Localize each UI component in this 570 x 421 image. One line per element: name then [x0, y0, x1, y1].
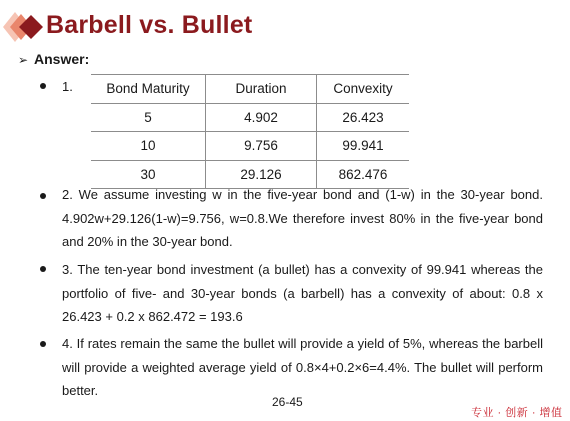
logo-icon — [2, 10, 46, 44]
answer-label: Answer: — [34, 51, 90, 67]
answer-heading — [18, 51, 89, 67]
cell-duration: 9.756 — [206, 132, 317, 161]
header-bond-maturity: Bond Maturity — [91, 75, 206, 104]
header-duration: Duration — [206, 75, 317, 104]
bullet-1 — [40, 83, 46, 89]
bullet-4 — [40, 341, 46, 347]
answer-item-4: 4. If rates remain the same the bullet will provide a yield of 5%, whereas the barbell will provide a weighted average yield of 0.8×4+0.2×6=4.4%. The bullet will perform better. — [62, 336, 543, 399]
cell-convexity: 26.423 — [317, 103, 410, 132]
cell-maturity: 10 — [91, 132, 206, 161]
bullet-3 — [40, 266, 46, 272]
cell-convexity: 99.941 — [317, 132, 410, 161]
item-1-number: 1. — [62, 79, 73, 94]
arrow-bullet-icon: ➢ — [18, 53, 29, 67]
bond-table — [91, 74, 409, 189]
cell-maturity: 30 — [91, 160, 206, 189]
cell-duration: 4.902 — [206, 103, 317, 132]
table-header-row — [91, 75, 409, 104]
answer-item-2: 2. We assume investing w in the five-year bond and (1-w) in the 30-year bond. 4.902w+29.126(1-w)=9.756, w=0.8.We therefore invest 80% in the five-year bond and 20% in the 30-year bond. — [62, 187, 543, 250]
table-row — [91, 103, 409, 132]
header-convexity: Convexity — [317, 75, 410, 104]
cell-duration: 29.126 — [206, 160, 317, 189]
cell-maturity: 5 — [91, 103, 206, 132]
page-number: 26-45 — [272, 395, 303, 409]
footer-slogan: 专业 · 创新 · 增值 — [471, 407, 563, 419]
cell-convexity: 862.476 — [317, 160, 410, 189]
answer-item-3: 3. The ten-year bond investment (a bullet) has a convexity of 99.941 whereas the portfolio of five- and 30-year bonds (a barbell) has a convexity of about: 0.8 x 26.423 + 0.2 x 862.472 = 193.6 — [62, 262, 543, 325]
table-row — [91, 132, 409, 161]
bullet-2 — [40, 193, 46, 199]
slide-title: Barbell vs. Bullet — [46, 11, 253, 39]
